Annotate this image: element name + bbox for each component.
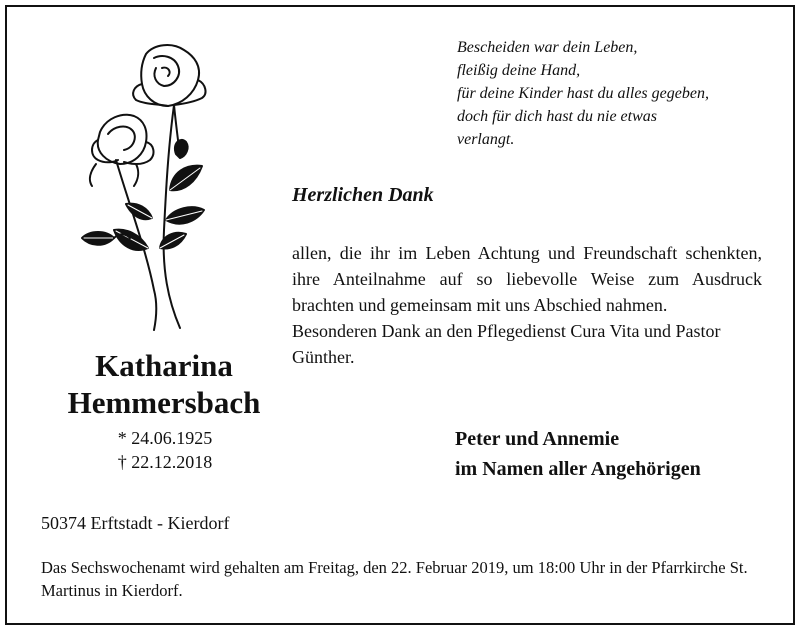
signers <box>455 424 701 484</box>
memorial-service-notice: Das Sechswochenamt wird gehalten am Freitag, den 22. Februar 2019, um 18:00 Uhr in der Pfarrkirche St. Martinus in Kierdorf. <box>41 558 748 600</box>
deceased-last-name: Hemmersbach <box>67 385 261 420</box>
thanks-paragraph: allen, die ihr im Leben Achtung und Freundschaft schenkten, ihre Anteilnahme auf so liebevolle Weise zum Ausdruck brachten und gemeinsam mit uns Abschied nahmen. <box>292 243 762 315</box>
thanks-body <box>292 240 762 370</box>
deceased-name <box>40 347 288 421</box>
poem <box>457 36 787 151</box>
signers-relation: im Namen aller Angehörigen <box>455 458 701 480</box>
poem-line: fleißig deine Hand, <box>457 62 581 79</box>
thanks-paragraph-special: Besonderen Dank an den Pflegedienst Cura Vita und Pastor Günther. <box>292 321 721 367</box>
life-dates <box>70 426 260 474</box>
signers-names: Peter und Annemie <box>455 428 620 450</box>
deceased-first-name: Katharina <box>95 348 233 383</box>
poem-line: Bescheiden war dein Leben, <box>457 39 638 56</box>
poem-line: für deine Kinder hast du alles gegeben, <box>457 85 709 102</box>
birth-date: * 24.06.1925 <box>117 428 213 448</box>
thanks-heading: Herzlichen Dank <box>292 184 434 206</box>
location: 50374 Erftstadt - Kierdorf <box>41 513 230 533</box>
poem-line: doch für dich hast du nie etwas <box>457 108 657 125</box>
poem-line: verlangt. <box>457 131 515 148</box>
rose-illustration <box>76 40 226 335</box>
death-date: † 22.12.2018 <box>117 452 213 472</box>
